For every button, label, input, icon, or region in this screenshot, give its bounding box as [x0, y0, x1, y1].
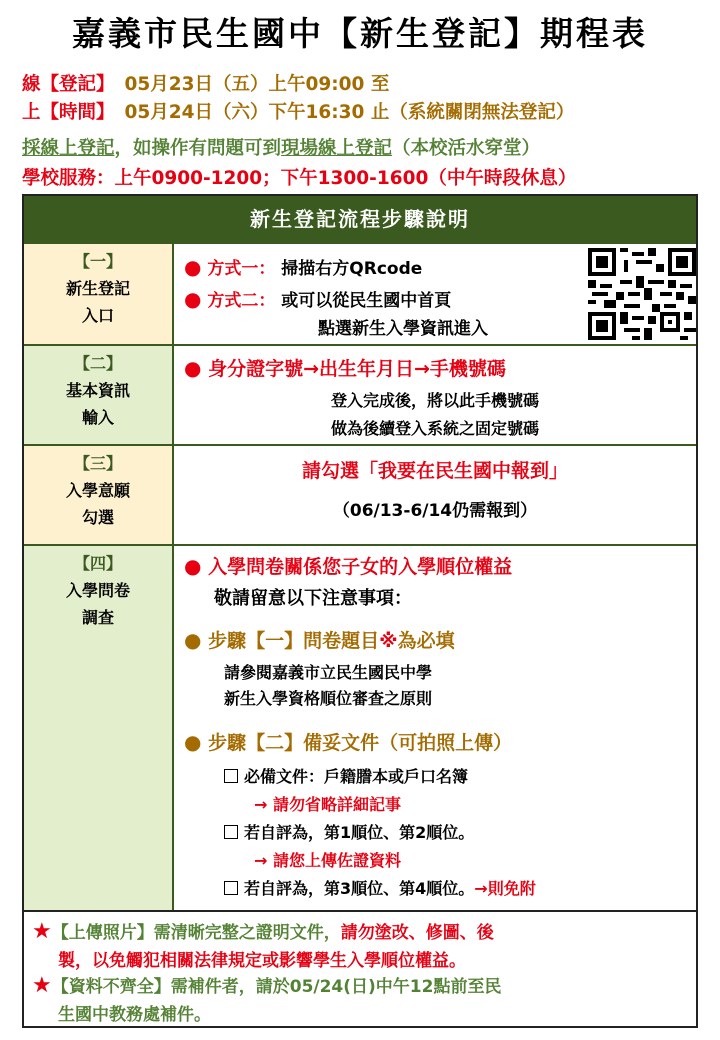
- star-icon: ★: [32, 973, 52, 998]
- process-table: [22, 194, 698, 1028]
- step-title-line2: 輸入: [81, 408, 114, 427]
- page-title: 嘉義市民生國中【新生登記】期程表: [72, 14, 648, 53]
- step-number: 【二】: [73, 354, 122, 373]
- notes-section: [24, 910, 696, 1026]
- method-1-label: 方式一：: [207, 259, 276, 279]
- period-end-note: （系統關閉無法登記）: [389, 102, 575, 123]
- step-title-line1: 入學問卷: [65, 581, 130, 600]
- step-title-line2: 調查: [81, 608, 114, 627]
- note-incomplete-text-a: 需補件者，請於05/24(日)中午12點前至民: [170, 977, 502, 997]
- checklist-item-1: [224, 764, 468, 787]
- star-icon: ★: [32, 919, 52, 944]
- survey-step-2-text: 步驟【二】備妥文件（可拍照上傳）: [208, 732, 513, 754]
- step-row-1: [24, 242, 696, 344]
- checklist-item-3-text: 若自評為，第3順位、第4順位。: [244, 879, 475, 898]
- note-upload-photo: [32, 918, 494, 944]
- step-row-4: [24, 544, 696, 910]
- notice-onsite: 現場線上登記: [281, 138, 393, 159]
- step-number: 【三】: [73, 454, 122, 473]
- notice-online: 採線上登記: [22, 138, 115, 159]
- bullet-icon: ●: [184, 287, 202, 311]
- note-upload-label: 【上傳照片】: [51, 923, 154, 943]
- identity-flow-text: 身分證字號→出生年月日→手機號碼: [208, 358, 506, 380]
- period-end-label: 上【時間】: [22, 102, 115, 123]
- notice-location: （本校活水穿堂）: [392, 138, 541, 159]
- method-1-text: 掃描右方QRcode: [281, 259, 423, 279]
- bullet-icon: ●: [184, 628, 202, 652]
- note-incomplete-text-b: 生國中教務處補件。: [58, 1005, 211, 1025]
- review-principle-2: 新生入學資格順位審查之原則: [224, 689, 433, 708]
- checkbox-icon: [224, 881, 238, 895]
- step-number: 【四】: [73, 554, 122, 573]
- login-note-1: 登入完成後，將以此手機號碼: [330, 391, 539, 410]
- checklist-item-1-note: → 請勿省略詳細記事: [254, 795, 401, 814]
- step-title-line2: 勾選: [81, 508, 114, 527]
- bullet-icon: ●: [184, 554, 202, 578]
- note-upload-text-a: 需清晰完整之證明文件，: [153, 923, 341, 943]
- bullet-icon: ●: [184, 255, 202, 279]
- step-content-3: [174, 446, 696, 544]
- intent-instruction: 請勾選「我要在民生國中報到」: [301, 460, 568, 482]
- survey-step-2: [184, 728, 512, 755]
- checkbox-icon: [224, 769, 238, 783]
- step-title-line1: 入學意願: [65, 481, 130, 500]
- notice-line: [22, 134, 540, 160]
- note-incomplete-label: 【資料不齊全】: [51, 977, 171, 997]
- step-title-line1: 新生登記: [65, 279, 130, 298]
- step-content-1: [174, 244, 696, 344]
- period-start-text: 05月23日（五）上午09:00 至: [124, 74, 390, 95]
- step-label-1: [24, 244, 174, 344]
- step-content-2: [174, 346, 696, 444]
- period-start-line: [22, 70, 389, 96]
- login-note-2: 做為後續登入系統之固定號碼: [330, 419, 539, 438]
- step-content-4: [174, 546, 696, 910]
- note-upload-text-b: 請勿塗改、修圖、後: [340, 923, 494, 943]
- step-title-line2: 入口: [81, 306, 114, 325]
- checklist-item-1-text: 必備文件：戶籍謄本或戶口名簿: [244, 767, 469, 786]
- period-end-text: 05月24日（六）下午16:30 止: [124, 102, 390, 123]
- step-label-2: [24, 346, 174, 444]
- survey-importance: [184, 552, 512, 579]
- method-2-label: 方式二：: [207, 291, 276, 311]
- checklist-item-3: [224, 876, 536, 899]
- period-end-line: [22, 98, 574, 124]
- checklist-item-2-note: → 請您上傳佐證資料: [254, 851, 401, 870]
- note-upload-text-c: 製，以免觸犯相關法律規定或影響學生入學順位權益。: [58, 951, 466, 971]
- period-start-label: 線【登記】: [22, 74, 115, 95]
- step-label-3: [24, 446, 174, 544]
- step-number: 【一】: [73, 252, 122, 271]
- checkbox-icon: [224, 825, 238, 839]
- method-1: [184, 254, 422, 279]
- survey-importance-text: 入學問卷關係您子女的入學順位權益: [208, 556, 513, 578]
- step-title-line1: 基本資訊: [65, 381, 130, 400]
- survey-step-1-text: 步驟【一】問卷題目: [208, 630, 380, 652]
- table-header: 新生登記流程步驟說明: [24, 196, 696, 242]
- notice-mid: ，如操作有問題可到: [114, 138, 282, 159]
- checklist-item-2-text: 若自評為，第1順位、第2順位。: [244, 823, 475, 842]
- review-principle-1: 請參閱嘉義市立民生國民中學: [224, 663, 433, 682]
- note-incomplete: [32, 972, 501, 998]
- report-date-note: （06/13-6/14仍需報到）: [332, 501, 538, 521]
- checklist-item-2: [224, 820, 474, 843]
- survey-step-1-required: 為必填: [397, 630, 455, 652]
- bullet-icon: ●: [184, 356, 202, 380]
- service-hours: 學校服務：上午0900-1200；下午1300-1600（中午時段休息）: [22, 168, 577, 189]
- method-2: [184, 286, 451, 311]
- attention-text: 敬請留意以下注意事項：: [214, 588, 412, 609]
- identity-flow: [184, 354, 506, 381]
- step-row-3: [24, 444, 696, 544]
- step-label-4: [24, 546, 174, 910]
- survey-step-1: [184, 626, 455, 653]
- method-2-text: 或可以從民生國中首頁: [281, 291, 452, 311]
- checklist-item-3-note: →則免附: [474, 879, 536, 898]
- required-mark-icon: ※: [379, 630, 398, 652]
- method-2-text-2: 點選新生入學資訊進入: [318, 319, 488, 339]
- qr-code-icon[interactable]: [588, 248, 696, 340]
- step-row-2: [24, 344, 696, 444]
- bullet-icon: ●: [184, 730, 202, 754]
